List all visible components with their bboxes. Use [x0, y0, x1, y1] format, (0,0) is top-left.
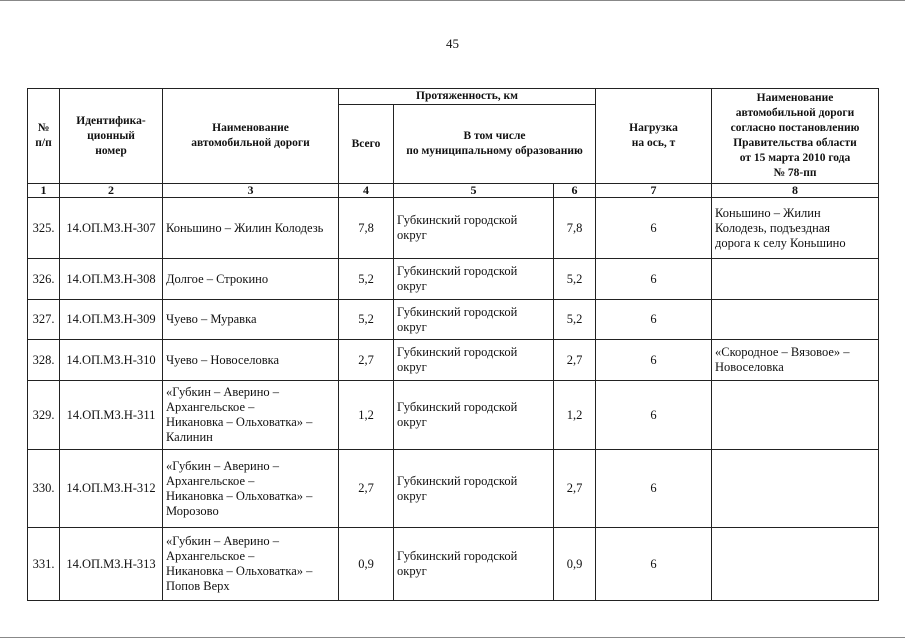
page-number: 45	[446, 36, 459, 51]
row-municipality: Губкинский городской округ	[394, 198, 554, 259]
row-axle-load: 6	[596, 300, 712, 340]
header-num: № п/п	[28, 89, 60, 184]
header-road-name: Наименование автомобильной дороги	[163, 89, 339, 184]
row-axle-load: 6	[596, 259, 712, 300]
row-municipality: Губкинский городской округ	[394, 450, 554, 528]
table-row	[28, 381, 879, 450]
row-municipality-length: 5,2	[554, 259, 596, 300]
column-number: 4	[339, 184, 394, 198]
row-total-length: 7,8	[339, 198, 394, 259]
row-municipality-length: 1,2	[554, 381, 596, 450]
road-registry-table	[27, 88, 879, 601]
column-number: 7	[596, 184, 712, 198]
row-number: 329.	[28, 381, 60, 450]
row-road-name: «Губкин – Аверино – Архангельское – Никановка – Ольховатка» – Калинин	[163, 381, 339, 450]
row-number: 331.	[28, 528, 60, 601]
column-number: 2	[60, 184, 163, 198]
column-number-row	[28, 184, 879, 198]
row-id: 14.ОП.МЗ.Н-310	[60, 340, 163, 381]
row-name-per-resolution	[712, 300, 879, 340]
row-municipality: Губкинский городской округ	[394, 259, 554, 300]
table-row	[28, 340, 879, 381]
row-number: 326.	[28, 259, 60, 300]
column-number: 3	[163, 184, 339, 198]
column-number: 6	[554, 184, 596, 198]
row-total-length: 0,9	[339, 528, 394, 601]
header-including-municipality: В том числе по муниципальному образованию	[394, 105, 596, 184]
column-number: 5	[394, 184, 554, 198]
row-axle-load: 6	[596, 450, 712, 528]
row-name-per-resolution	[712, 528, 879, 601]
row-name-per-resolution: «Скородное – Вязовое» – Новоселовка	[712, 340, 879, 381]
row-total-length: 1,2	[339, 381, 394, 450]
row-municipality-length: 2,7	[554, 340, 596, 381]
row-id: 14.ОП.МЗ.Н-308	[60, 259, 163, 300]
row-name-per-resolution	[712, 259, 879, 300]
row-road-name: «Губкин – Аверино – Архангельское – Никановка – Ольховатка» – Попов Верх	[163, 528, 339, 601]
table-row	[28, 528, 879, 601]
row-municipality-length: 7,8	[554, 198, 596, 259]
row-name-per-resolution	[712, 381, 879, 450]
row-id: 14.ОП.МЗ.Н-313	[60, 528, 163, 601]
row-municipality: Губкинский городской округ	[394, 300, 554, 340]
column-number: 1	[28, 184, 60, 198]
row-number: 327.	[28, 300, 60, 340]
row-total-length: 5,2	[339, 259, 394, 300]
header-row-top	[28, 89, 879, 105]
row-axle-load: 6	[596, 198, 712, 259]
row-number: 330.	[28, 450, 60, 528]
row-total-length: 2,7	[339, 450, 394, 528]
scan-top-edge	[0, 0, 905, 1]
row-number: 325.	[28, 198, 60, 259]
table-row	[28, 450, 879, 528]
row-municipality: Губкинский городской округ	[394, 528, 554, 601]
table-row	[28, 198, 879, 259]
row-axle-load: 6	[596, 381, 712, 450]
row-name-per-resolution: Коньшино – Жилин Колодезь, подъездная дорога к селу Коньшино	[712, 198, 879, 259]
row-municipality-length: 0,9	[554, 528, 596, 601]
row-municipality-length: 5,2	[554, 300, 596, 340]
row-road-name: Чуево – Новоселовка	[163, 340, 339, 381]
row-axle-load: 6	[596, 528, 712, 601]
row-road-name: Долгое – Строкино	[163, 259, 339, 300]
row-id: 14.ОП.МЗ.Н-311	[60, 381, 163, 450]
table-row	[28, 300, 879, 340]
column-number: 8	[712, 184, 879, 198]
row-number: 328.	[28, 340, 60, 381]
header-axle-load: Нагрузка на ось, т	[596, 89, 712, 184]
row-id: 14.ОП.МЗ.Н-312	[60, 450, 163, 528]
header-name-per-resolution: Наименование автомобильной дороги согласно постановлению Правительства области от 15 марта 2010 года № 78-пп	[712, 89, 879, 184]
row-id: 14.ОП.МЗ.Н-307	[60, 198, 163, 259]
header-length-group: Протяженность, км	[339, 89, 596, 105]
table-row	[28, 259, 879, 300]
row-municipality: Губкинский городской округ	[394, 340, 554, 381]
row-total-length: 2,7	[339, 340, 394, 381]
header-id: Идентифика- ционный номер	[60, 89, 163, 184]
row-municipality-length: 2,7	[554, 450, 596, 528]
row-id: 14.ОП.МЗ.Н-309	[60, 300, 163, 340]
row-name-per-resolution	[712, 450, 879, 528]
row-total-length: 5,2	[339, 300, 394, 340]
row-road-name: «Губкин – Аверино – Архангельское – Никановка – Ольховатка» – Морозово	[163, 450, 339, 528]
scan-bottom-edge	[0, 637, 905, 638]
table-body	[28, 198, 879, 601]
row-road-name: Коньшино – Жилин Колодезь	[163, 198, 339, 259]
row-axle-load: 6	[596, 340, 712, 381]
row-road-name: Чуево – Муравка	[163, 300, 339, 340]
row-municipality: Губкинский городской округ	[394, 381, 554, 450]
header-total: Всего	[339, 105, 394, 184]
